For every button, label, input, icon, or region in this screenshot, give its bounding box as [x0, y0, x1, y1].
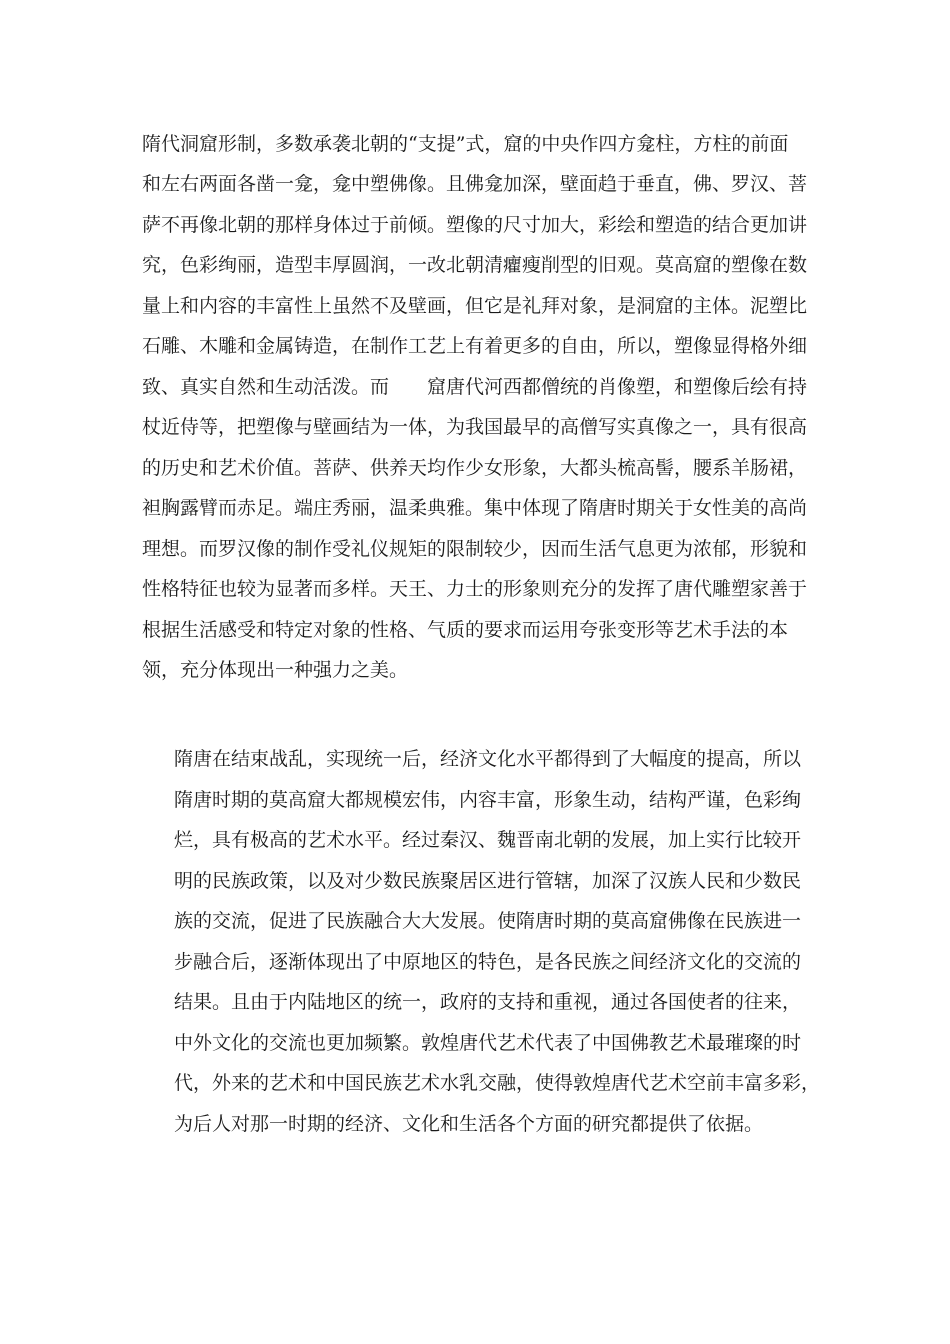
text-line: 袒胸露臂而赤足。端庄秀丽，温柔典雅。集中体现了隋唐时期关于女性美的高尚: [142, 497, 808, 519]
text-line: 致、真实自然和生动活泼。而 窟唐代河西都僧统的肖像塑，和塑像后绘有持: [142, 376, 808, 398]
text-line: 族的交流，促进了民族融合大大发展。使隋唐时期的莫高窟佛像在民族进一: [174, 910, 802, 932]
text-line: 理想。而罗汉像的制作受礼仪规矩的限制较少，因而生活气息更为浓郁，形貌和: [142, 538, 808, 560]
text-line: 代，外来的艺术和中国民族艺术水乳交融，使得敦煌唐代艺术空前丰富多彩，: [174, 1072, 821, 1094]
text-line: 中外文化的交流也更加频繁。敦煌唐代艺术代表了中国佛教艺术最璀璨的时: [174, 1032, 802, 1054]
text-line: 究，色彩绚丽，造型丰厚圆润，一改北朝清癯瘦削型的旧观。莫高窟的塑像在数: [142, 254, 808, 276]
text-line: 领，充分体现出一种强力之美。: [142, 659, 409, 681]
text-line: 和左右两面各凿一龛，龛中塑佛像。且佛龛加深，壁面趋于垂直，佛、罗汉、菩: [142, 173, 808, 195]
text-line: 根据生活感受和特定对象的性格、气质的要求而运用夸张变形等艺术手法的本: [142, 619, 789, 641]
text-line: 隋唐在结束战乱，实现统一后，经济文化水平都得到了大幅度的提高，所以: [174, 748, 802, 770]
text-line: 量上和内容的丰富性上虽然不及壁画，但它是礼拜对象，是洞窟的主体。泥塑比: [142, 295, 808, 317]
text-line: 杖近侍等，把塑像与壁画结为一体，为我国最早的高僧写实真像之一，具有很高: [142, 416, 808, 438]
text-line: 为后人对那一时期的经济、文化和生活各个方面的研究都提供了依据。: [174, 1113, 764, 1135]
text-line: 石雕、木雕和金属铸造，在制作工艺上有着更多的自由，所以，塑像显得格外细: [142, 335, 808, 357]
text-line: 的历史和艺术价值。菩萨、供养天均作少女形象，大都头梳高髻，腰系羊肠裙，: [142, 457, 808, 479]
text-line: 结果。且由于内陆地区的统一，政府的支持和重视，通过各国使者的往来，: [174, 991, 802, 1013]
text-line: 隋唐时期的莫高窟大都规模宏伟，内容丰富，形象生动，结构严谨，色彩绚: [174, 789, 802, 811]
text-line: 步融合后，逐渐体现出了中原地区的特色，是各民族之间经济文化的交流的: [174, 951, 802, 973]
text-line: 明的民族政策，以及对少数民族聚居区进行管辖，加深了汉族人民和少数民: [174, 870, 802, 892]
text-line: 萨不再像北朝的那样身体过于前倾。塑像的尺寸加大，彩绘和塑造的结合更加讲: [142, 214, 808, 236]
text-line: 性格特征也较为显著而多样。天王、力士的形象则充分的发挥了唐代雕塑家善于: [142, 578, 808, 600]
text-line: 烂，具有极高的艺术水平。经过秦汉、魏晋南北朝的发展，加上实行比较开: [174, 829, 802, 851]
text-line: 隋代洞窟形制，多数承袭北朝的“支提”式，窟的中央作四方龛柱，方柱的前面: [142, 133, 789, 155]
